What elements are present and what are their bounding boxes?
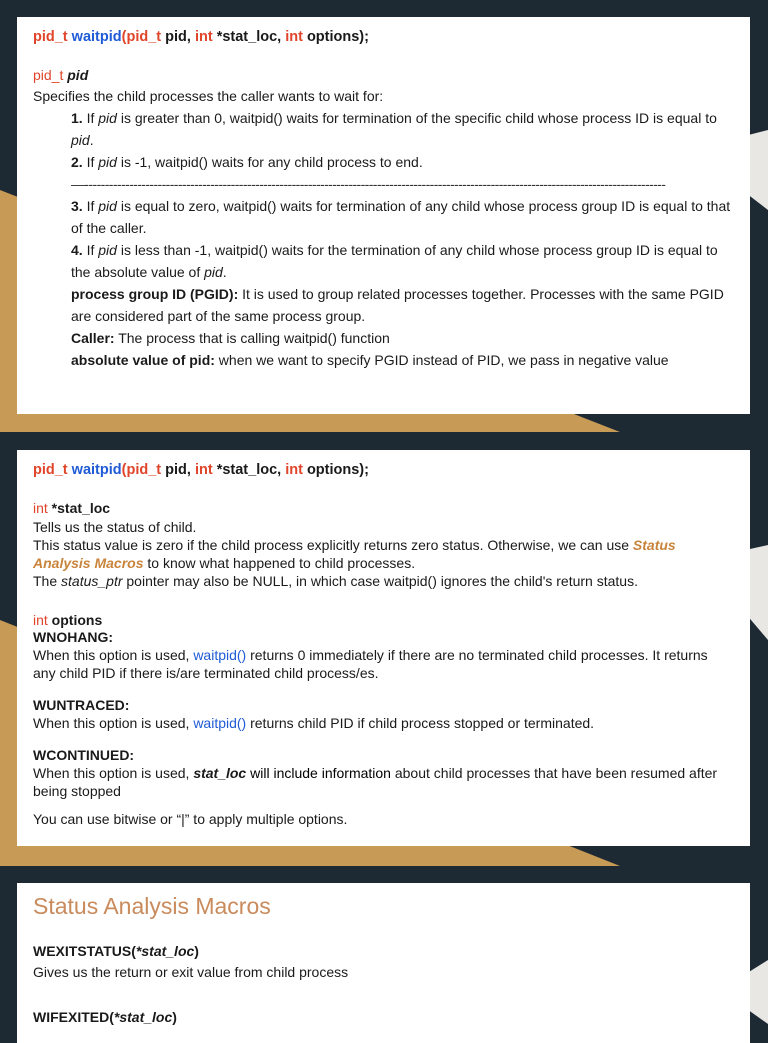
section-title: Status Analysis Macros (33, 893, 271, 919)
desc-text: pointer may also be NULL, in which case waitpid() ignores the child's return status. (122, 573, 638, 589)
list-item-2 (33, 151, 733, 173)
item-pid: pid (71, 132, 90, 148)
bitwise-note: You can use bitwise or “|” to apply multiple options. (33, 811, 348, 827)
item-text: . (222, 264, 227, 280)
option-name: WCONTINUED: (33, 747, 135, 763)
param-type: int (33, 612, 48, 628)
sig-param3-name: options); (302, 29, 369, 45)
option-wuntraced-heading (33, 696, 733, 714)
macro-wifexited-heading (33, 1007, 733, 1027)
list-item-3 (33, 195, 733, 239)
definition-term: process group ID (PGID): (71, 286, 239, 302)
item-text: If (82, 154, 99, 170)
sig-param2-type: int (194, 462, 213, 478)
macro-close: ) (194, 943, 199, 959)
param-name: pid (67, 67, 89, 83)
sig-open-paren: ( (121, 29, 127, 45)
sig-function-name: waitpid (71, 29, 122, 45)
param-type: pid_t (33, 67, 64, 83)
option-name: WUNTRACED: (33, 697, 130, 713)
item-pid: pid (98, 110, 117, 126)
desc-text: When this option is used, (33, 715, 194, 731)
macro-arg: *stat_loc (135, 943, 195, 959)
list-item-1 (33, 107, 733, 151)
list-item-4 (33, 239, 733, 283)
item-pid: pid (204, 264, 223, 280)
status-macros-link[interactable]: Status Analysis Macros (33, 537, 676, 571)
desc-bold-italic: stat_loc (193, 765, 247, 781)
param-heading-pid (33, 65, 733, 85)
sig-param2-name: *stat_loc, (212, 29, 286, 45)
macro-name: WIFEXITED( (33, 1009, 114, 1025)
item-pid: pid (98, 154, 117, 170)
item-text: is greater than 0, waitpid() waits for termination of the specific child whose process ID is equal to (116, 110, 717, 126)
item-number: 2. (71, 154, 83, 170)
slide-pid-parameter (17, 17, 750, 414)
sig-param1-type: pid_t (126, 29, 162, 45)
desc-italic: status_ptr (61, 573, 123, 589)
desc-text: This status value is zero if the child process explicitly returns zero status. Otherwise, we can use (33, 537, 633, 553)
param-heading-stat-loc (33, 498, 733, 518)
desc-text: The (33, 573, 62, 589)
item-text: If (82, 110, 99, 126)
stat-loc-desc-1: Tells us the status of child. (33, 519, 197, 535)
slide-status-analysis-macros (17, 883, 750, 1043)
item-pid: pid (98, 198, 117, 214)
item-text: is equal to zero, waitpid() waits for termination of any child whose process group ID is equal to that of the caller. (71, 198, 731, 236)
desc-text: will include information (246, 765, 391, 781)
sig-return-type: pid_t (33, 29, 68, 45)
option-name: WNOHANG: (33, 629, 114, 645)
param-heading-options (33, 610, 733, 630)
definition-text: The process that is calling waitpid() function (114, 330, 390, 346)
function-signature (33, 460, 733, 480)
spacer (33, 732, 733, 746)
sig-param1-name: pid, (161, 29, 195, 45)
option-wcontinued-desc (33, 764, 733, 800)
macro-arg: *stat_loc (113, 1009, 173, 1025)
sig-param2-type: int (194, 29, 213, 45)
sig-param3-type: int (285, 29, 303, 45)
spacer (33, 682, 733, 696)
item-number: 4. (71, 242, 83, 258)
sig-return-type: pid_t (33, 462, 68, 478)
sig-param1-name: pid, (161, 462, 195, 478)
definition-absolute-value (33, 349, 733, 371)
definition-pgid (33, 283, 733, 327)
param-type: int (33, 500, 48, 516)
param-intro: Specifies the child processes the caller wants to wait for: (33, 88, 384, 104)
desc-text: When this option is used, (33, 765, 194, 781)
param-name: *stat_loc (47, 500, 111, 516)
definition-term: absolute value of pid: (71, 352, 215, 368)
option-wuntraced-desc (33, 714, 733, 732)
macro-close: ) (172, 1009, 177, 1025)
option-wcontinued-heading (33, 746, 733, 764)
desc-text: to know what happened to child processes. (143, 555, 416, 571)
item-number: 3. (71, 198, 83, 214)
stat-loc-desc-3 (33, 572, 733, 590)
function-signature (33, 27, 733, 47)
definition-caller (33, 327, 733, 349)
sig-param3-name: options); (302, 462, 369, 478)
waitpid-link[interactable]: waitpid() (193, 647, 247, 663)
sig-open-paren: ( (121, 462, 127, 478)
divider-line: —----------------------------------------------------------------------------------------------------------------------------------------------- (71, 176, 666, 192)
item-number: 1. (71, 110, 83, 126)
sig-param3-type: int (285, 462, 303, 478)
definition-text: It is used to group related processes together. Processes with the same PGID are considered part of the same process group. (71, 286, 724, 324)
desc-text: returns 0 immediately if there are no terminated child processes. It returns any child PID if there is/are terminated child process/es. (33, 647, 708, 681)
desc-text: When this option is used, (33, 647, 194, 663)
spacer (33, 800, 733, 810)
desc-text: returns child PID if child process stopped or terminated. (246, 715, 595, 731)
item-pid: pid (98, 242, 117, 258)
option-wnohang-heading (33, 628, 733, 646)
option-wnohang-desc (33, 646, 733, 682)
definition-text: when we want to specify PGID instead of PID, we pass in negative value (214, 352, 669, 368)
item-text: If (82, 198, 99, 214)
sig-param1-type: pid_t (126, 462, 162, 478)
stat-loc-desc-2 (33, 536, 733, 572)
slide-stat-loc-and-options (17, 450, 750, 846)
item-text: . (89, 132, 94, 148)
item-text: is -1, waitpid() waits for any child process to end. (116, 154, 423, 170)
waitpid-link[interactable]: waitpid() (193, 715, 247, 731)
item-text: If (82, 242, 99, 258)
desc-text: about child processes that have been resumed after being stopped (33, 765, 718, 799)
param-name: options (47, 612, 103, 628)
item-text: is less than -1, waitpid() waits for the termination of any child whose process group ID is equal to the absolute value of (71, 242, 718, 280)
macro-wexitstatus-desc: Gives us the return or exit value from child process (33, 964, 349, 980)
sig-param2-name: *stat_loc, (212, 462, 286, 478)
macro-wexitstatus-heading (33, 941, 733, 961)
sig-function-name: waitpid (71, 462, 122, 478)
definition-term: Caller: (71, 330, 115, 346)
macro-name: WEXITSTATUS( (33, 943, 136, 959)
